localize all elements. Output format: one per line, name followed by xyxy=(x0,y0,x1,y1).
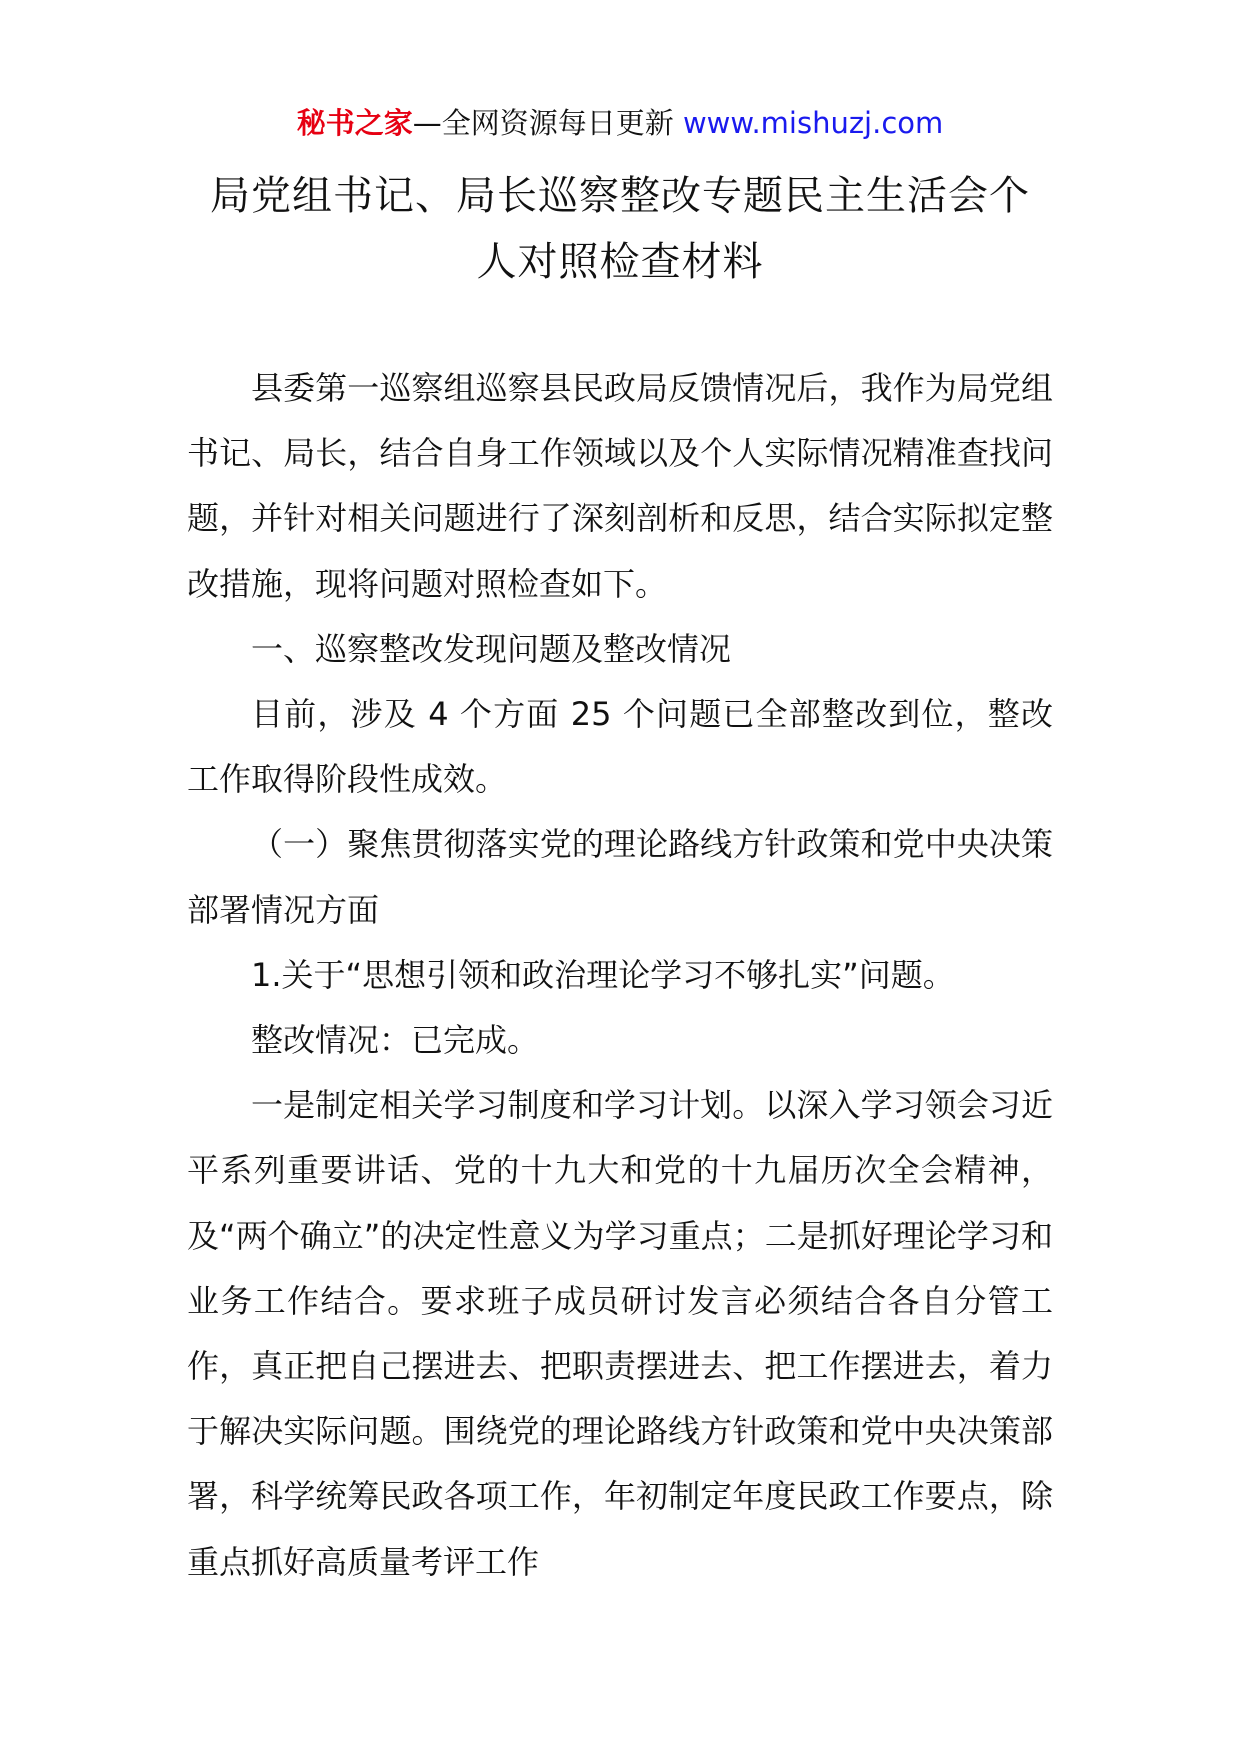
site-header xyxy=(0,103,1240,143)
site-url-link[interactable]: www.mishuzj.com xyxy=(682,106,944,140)
intro-paragraph: 县委第一巡察组巡察县民政局反馈情况后，我作为局党组书记、局长，结合自身工作领域以及个人实际情况精准查找问题，并针对相关问题进行了深刻剖析和反思，结合实际拟定整改措施，现将问题对照检查如下。 xyxy=(187,369,1053,603)
measures-paragraph: 一是制定相关学习制度和学习计划。以深入学习领会习近平系列重要讲话、党的十九大和党的十九届历次全会精神，及“两个确立”的决定性意义为学习重点；二是抓好理论学习和业务工作结合。要求班子成员研讨发言必须结合各自分管工作，真正把自己摆进去、把职责摆进去、把工作摆进去，着力于解决实际问题。围绕党的理论路线方针政策和党中央决策部署，科学统筹民政各项工作，年初制定年度民政工作要点，除重点抓好高质量考评工作 xyxy=(187,1086,1053,1581)
title-line-2: 人对照检查材料 xyxy=(476,239,764,285)
rectification-status: 整改情况：已完成。 xyxy=(251,1021,540,1060)
document-body xyxy=(187,356,1053,1595)
issue-item-1: 1.关于“思想引领和政治理论学习不够扎实”问题。 xyxy=(251,955,955,994)
subsection-heading-1: （一）聚焦贯彻落实党的理论路线方针政策和党中央决策部署情况方面 xyxy=(187,825,1053,929)
site-brand: 秘书之家 xyxy=(296,106,413,140)
document-title xyxy=(150,163,1090,295)
status-paragraph: 目前，涉及 4 个方面 25 个问题已全部整改到位，整改工作取得阶段性成效。 xyxy=(187,695,1053,799)
title-line-1: 局党组书记、局长巡察整改专题民主生活会个 xyxy=(210,173,1030,219)
section-heading-1: 一、巡察整改发现问题及整改情况 xyxy=(251,629,732,668)
site-tagline: —全网资源每日更新 xyxy=(412,106,683,140)
